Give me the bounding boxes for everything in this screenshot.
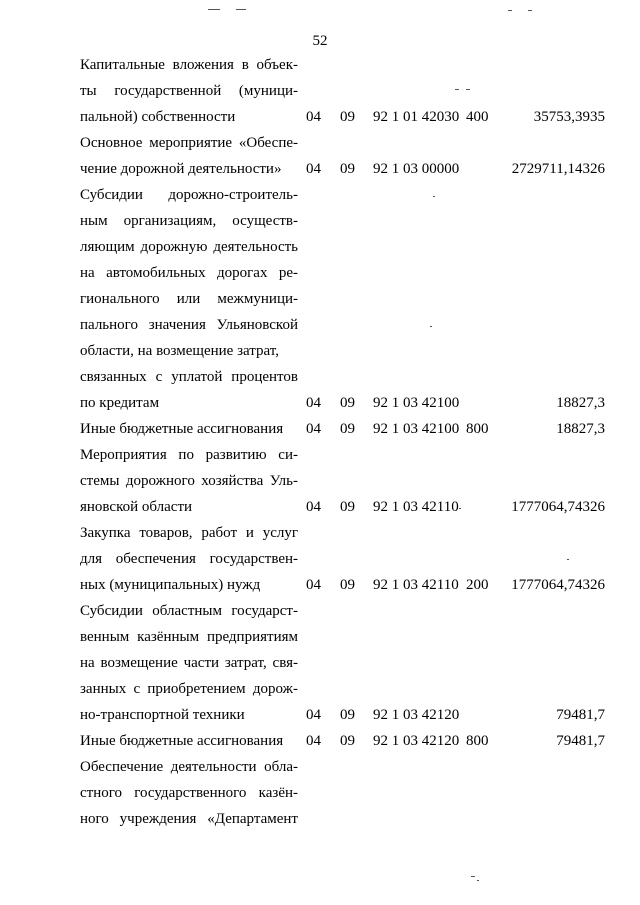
table-row <box>0 108 640 134</box>
scan-speck <box>567 559 569 560</box>
target-article-code: 92 1 03 42110 <box>373 499 459 515</box>
row-description: Мероприятия по развитию си- <box>80 447 298 463</box>
scan-speck <box>528 10 532 11</box>
section-code: 04 <box>306 733 321 749</box>
scan-speck <box>430 326 432 327</box>
amount: 79481,7 <box>556 707 605 723</box>
section-code: 04 <box>306 499 321 515</box>
table-row <box>0 628 640 654</box>
row-description: венным казённым предприятиям <box>80 629 298 645</box>
row-description: на автомобильных дорогах ре- <box>80 265 298 281</box>
table-row <box>0 368 640 394</box>
table-row <box>0 212 640 238</box>
row-description: занных с приобретением дорож- <box>80 681 298 697</box>
table-row <box>0 394 640 420</box>
target-article-code: 92 1 03 00000 <box>373 161 460 177</box>
row-description: чение дорожной деятельности» <box>80 161 282 177</box>
row-description: ты государственной (муници- <box>80 83 298 99</box>
amount: 1777064,74326 <box>511 577 605 593</box>
scan-speck <box>466 89 470 90</box>
table-row <box>0 602 640 628</box>
target-article-code: 92 1 03 42120 <box>373 733 460 749</box>
target-article-code: 92 1 03 42120 <box>373 707 460 723</box>
subsection-code: 09 <box>340 395 355 411</box>
scan-speck <box>433 196 435 197</box>
row-description: но-транспортной техники <box>80 707 245 723</box>
table-row <box>0 316 640 342</box>
amount: 35753,3935 <box>533 109 605 125</box>
scan-speck <box>459 508 461 509</box>
table-row <box>0 446 640 472</box>
scan-speck <box>455 89 459 90</box>
row-description: связанных с уплатой процентов <box>80 369 298 385</box>
table-row <box>0 706 640 732</box>
table-row <box>0 680 640 706</box>
row-description: для обеспечения государствен- <box>80 551 298 567</box>
section-code: 04 <box>306 395 321 411</box>
table-row <box>0 186 640 212</box>
table-row <box>0 290 640 316</box>
amount: 18827,3 <box>556 421 605 437</box>
expense-type-code: 800 <box>466 733 489 749</box>
table-row <box>0 342 640 368</box>
row-description: яновской области <box>80 499 193 515</box>
row-description: Закупка товаров, работ и услуг <box>80 525 298 541</box>
page-number: 52 <box>312 33 328 49</box>
target-article-code: 92 1 01 42030 <box>373 109 460 125</box>
table-row <box>0 758 640 784</box>
target-article-code: 92 1 03 42110 <box>373 577 459 593</box>
target-article-code: 92 1 03 42100 <box>373 395 460 411</box>
table-row <box>0 82 640 108</box>
amount: 18827,3 <box>556 395 605 411</box>
row-description: пальной) собственности <box>80 109 236 125</box>
section-code: 04 <box>306 421 321 437</box>
table-row <box>0 420 640 446</box>
row-description: области, на возмещение затрат, <box>80 343 279 359</box>
table-row <box>0 56 640 82</box>
row-description: по кредитам <box>80 395 160 411</box>
amount: 79481,7 <box>556 733 605 749</box>
row-description: пального значения Ульяновской <box>80 317 298 333</box>
subsection-code: 09 <box>340 707 355 723</box>
table-row <box>0 576 640 602</box>
section-code: 04 <box>306 577 321 593</box>
amount: 1777064,74326 <box>511 499 605 515</box>
table-row <box>0 238 640 264</box>
table-row <box>0 550 640 576</box>
row-description: на возмещение части затрат, свя- <box>80 655 298 671</box>
row-description: стного государственного казён- <box>80 785 298 801</box>
section-code: 04 <box>306 161 321 177</box>
row-description: Субсидии дорожно-строитель- <box>80 187 298 203</box>
row-description: ного учреждения «Департамент <box>80 811 298 827</box>
row-description: Капитальные вложения в объек- <box>80 57 298 73</box>
scan-speck <box>508 10 512 11</box>
table-row <box>0 472 640 498</box>
target-article-code: 92 1 03 42100 <box>373 421 460 437</box>
section-code: 04 <box>306 109 321 125</box>
scan-speck <box>477 880 479 881</box>
row-description: ным организациям, осуществ- <box>80 213 298 229</box>
subsection-code: 09 <box>340 577 355 593</box>
section-code: 04 <box>306 707 321 723</box>
expense-type-code: 200 <box>466 577 489 593</box>
amount: 2729711,14326 <box>511 161 605 177</box>
subsection-code: 09 <box>340 109 355 125</box>
expense-type-code: 800 <box>466 421 489 437</box>
expense-type-code: 400 <box>466 109 489 125</box>
table-row <box>0 654 640 680</box>
row-description: Иные бюджетные ассигнования <box>80 733 284 749</box>
subsection-code: 09 <box>340 421 355 437</box>
table-row <box>0 732 640 758</box>
row-description: ляющим дорожную деятельность <box>80 239 298 255</box>
scan-speck <box>236 9 246 10</box>
row-description: стемы дорожного хозяйства Уль- <box>80 473 298 489</box>
row-description: Основное мероприятие «Обеспе- <box>80 135 298 151</box>
subsection-code: 09 <box>340 733 355 749</box>
row-description: ных (муниципальных) нужд <box>80 577 261 593</box>
row-description: Субсидии областным государст- <box>80 603 298 619</box>
row-description: Иные бюджетные ассигнования <box>80 421 284 437</box>
row-description: гионального или межмуници- <box>80 291 298 307</box>
table-row <box>0 810 640 836</box>
table-row <box>0 784 640 810</box>
table-row <box>0 264 640 290</box>
subsection-code: 09 <box>340 499 355 515</box>
scan-speck <box>208 9 220 10</box>
table-row <box>0 134 640 160</box>
row-description: Обеспечение деятельности обла- <box>80 759 298 775</box>
subsection-code: 09 <box>340 161 355 177</box>
scan-speck <box>471 876 475 877</box>
table-row <box>0 524 640 550</box>
table-row <box>0 498 640 524</box>
table-row <box>0 160 640 186</box>
